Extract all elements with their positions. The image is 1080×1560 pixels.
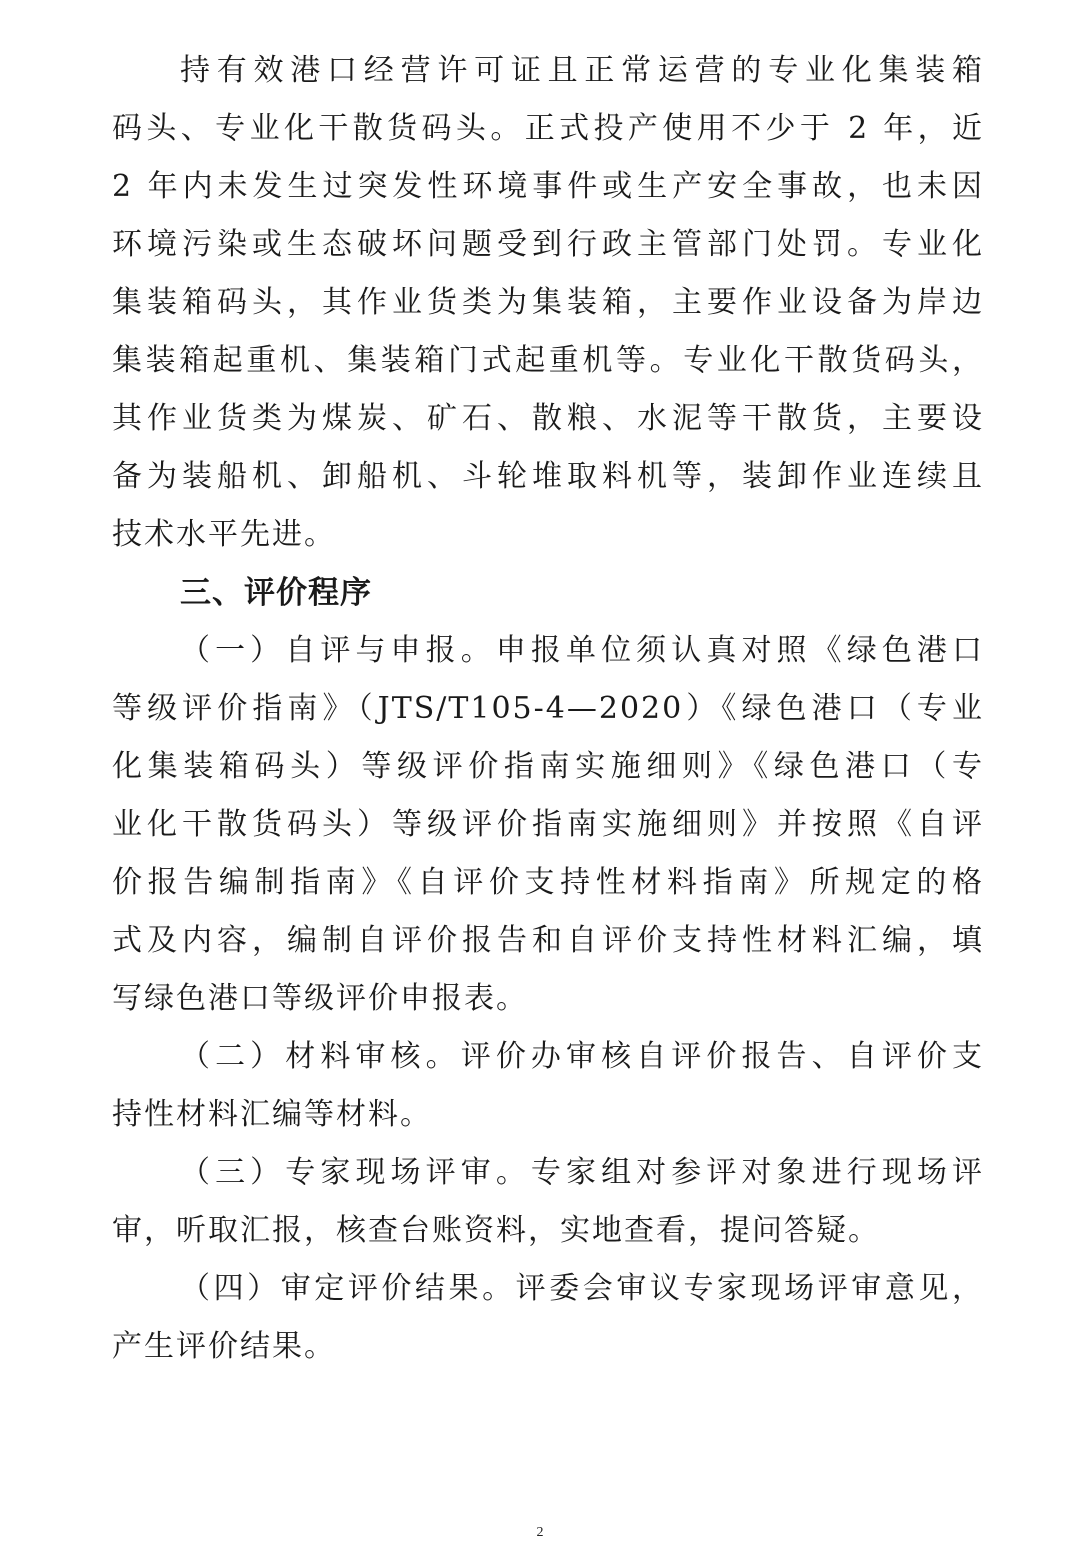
- paragraph-line: 其作业货类为煤炭、矿石、散粮、水泥等干散货，主要设: [112, 401, 984, 436]
- paragraph-line: （三）专家现场评审。专家组对参评对象进行现场评: [180, 1155, 984, 1190]
- paragraph-line: 集装箱码头，其作业货类为集装箱，主要作业设备为岸边: [112, 285, 984, 320]
- paragraph-line: 业化干散货码头）等级评价指南实施细则》并按照《自评: [112, 807, 984, 842]
- paragraph-line: 审，听取汇报，核查台账资料，实地查看，提问答疑。: [112, 1213, 880, 1248]
- paragraph-line: 持性材料汇编等材料。: [112, 1097, 432, 1132]
- paragraph-line: （四）审定评价结果。评委会审议专家现场评审意见，: [180, 1271, 984, 1306]
- paragraph-line: 价报告编制指南》《自评价支持性材料指南》所规定的格: [112, 865, 984, 900]
- paragraph-line: 环境污染或生态破坏问题受到行政主管部门处罚。专业化: [112, 227, 984, 262]
- body-text: [112, 42, 984, 1376]
- paragraph-line: 持有效港口经营许可证且正常运营的专业化集装箱: [180, 53, 984, 88]
- paragraph-line: （二）材料审核。评价办审核自评价报告、自评价支: [180, 1039, 984, 1074]
- paragraph-line: 备为装船机、卸船机、斗轮堆取料机等，装卸作业连续且: [112, 459, 984, 494]
- paragraph-line: 等级评价指南》（JTS/T105-4—2020）《绿色港口（专业: [112, 691, 984, 726]
- paragraph-line: 技术水平先进。: [112, 517, 336, 552]
- section-heading: 三、评价程序: [180, 575, 372, 611]
- paragraph-line: 产生评价结果。: [112, 1329, 336, 1364]
- paragraph-line: 码头、专业化干散货码头。正式投产使用不少于 2 年，近: [112, 111, 984, 146]
- paragraph-line: （一）自评与申报。申报单位须认真对照《绿色港口: [180, 633, 984, 668]
- paragraph-line: 集装箱起重机、集装箱门式起重机等。专业化干散货码头，: [112, 343, 984, 378]
- paragraph-line: 2 年内未发生过突发性环境事件或生产安全事故，也未因: [112, 169, 984, 204]
- paragraph-line: 写绿色港口等级评价申报表。: [112, 981, 528, 1016]
- page-number: 2: [536, 1525, 544, 1540]
- paragraph-line: 化集装箱码头）等级评价指南实施细则》《绿色港口（专: [112, 749, 984, 784]
- paragraph-line: 式及内容，编制自评价报告和自评价支持性材料汇编，填: [112, 923, 984, 958]
